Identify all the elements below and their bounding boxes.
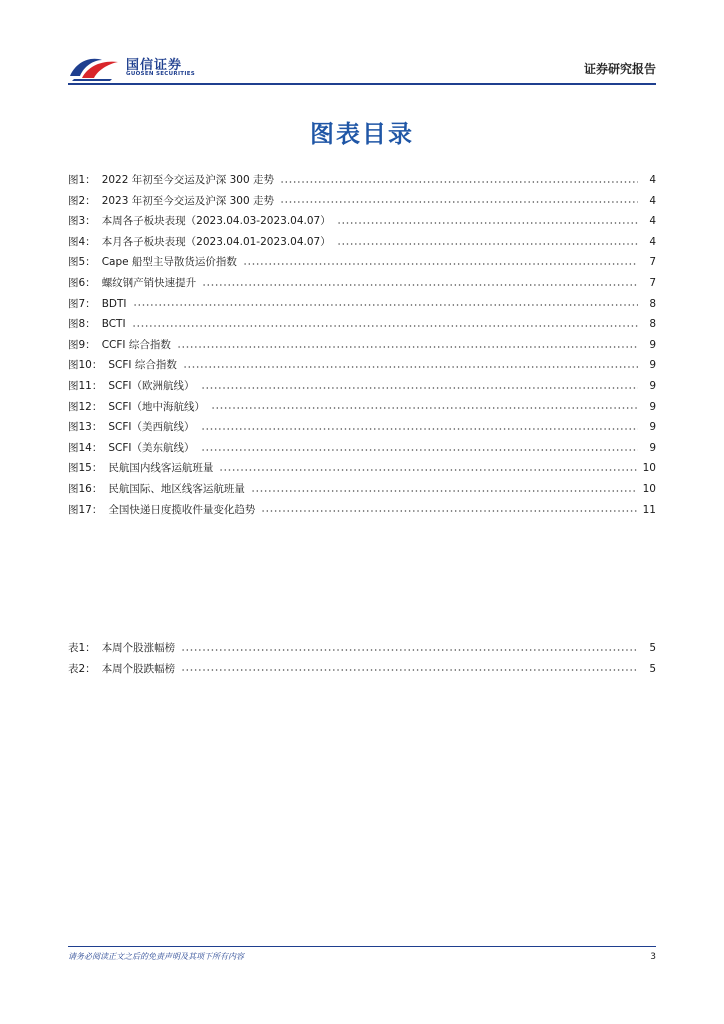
logo-english-name: GUOSEN SECURITIES [126, 71, 196, 77]
entry-number: 图14： [68, 441, 103, 454]
table-list [68, 638, 656, 679]
entry-page-number: 5 [649, 642, 656, 654]
dot-leader [132, 321, 638, 331]
entry-number: 图16： [68, 482, 103, 495]
dot-leader [337, 218, 638, 228]
page-header [68, 50, 656, 86]
entry-label: 本周个股跌幅榜 [101, 662, 176, 675]
entry-label: 本周各子板块表现（2023.04.03-2023.04.07） [101, 215, 331, 228]
toc-table-entry[interactable] [68, 638, 656, 659]
toc-figure-entry[interactable] [68, 191, 656, 212]
entry-page-number: 7 [649, 276, 656, 289]
entry-page-number: 10 [642, 462, 656, 475]
dot-leader [177, 342, 638, 352]
dot-leader [337, 239, 638, 249]
entry-label: BCTI [101, 318, 126, 331]
entry-number: 图15： [68, 462, 103, 475]
page-number: 3 [650, 952, 656, 962]
entry-number: 图3： [68, 215, 96, 228]
entry-label: 民航国内线客运航班量 [108, 462, 214, 475]
entry-number: 图6： [68, 276, 96, 289]
entry-label: BDTI [101, 297, 127, 310]
toc-figure-entry[interactable] [68, 294, 656, 315]
entry-page-number: 9 [649, 379, 656, 392]
toc-figure-entry[interactable] [68, 417, 656, 438]
toc-figure-entry[interactable] [68, 500, 656, 521]
dot-leader [243, 259, 638, 269]
entry-page-number: 9 [649, 400, 656, 413]
toc-title: 图表目录 [310, 120, 414, 148]
dot-leader [133, 300, 639, 310]
dot-leader [211, 403, 638, 413]
entry-number: 图2： [68, 194, 96, 207]
entry-label: SCFI 综合指数 [108, 359, 177, 372]
entry-page-number: 8 [649, 297, 656, 310]
entry-number: 图7： [68, 297, 96, 310]
header-divider [68, 83, 656, 85]
entry-page-number: 9 [649, 421, 656, 434]
toc-figure-entry[interactable] [68, 314, 656, 335]
entry-number: 图10： [68, 359, 103, 372]
footer-divider [68, 946, 656, 947]
figure-list [68, 170, 656, 520]
entry-label: 本周个股涨幅榜 [101, 642, 176, 654]
entry-label: 2023 年初至今交运及沪深 300 走势 [101, 194, 274, 207]
entry-page-number: 9 [649, 441, 656, 454]
entry-label: SCFI（欧洲航线） [108, 379, 195, 392]
dot-leader [261, 506, 636, 516]
entry-label: SCFI（地中海航线） [108, 400, 206, 413]
toc-figure-entry[interactable] [68, 335, 656, 356]
toc-figure-entry[interactable] [68, 397, 656, 418]
entry-label: 螺纹钢产销快速提升 [101, 276, 197, 289]
entry-page-number: 11 [642, 503, 656, 516]
dot-leader [181, 645, 638, 655]
entry-label: SCFI（美东航线） [108, 441, 195, 454]
entry-number: 图17： [68, 503, 103, 516]
dot-leader [202, 280, 638, 290]
entry-page-number: 4 [649, 174, 656, 186]
entry-label: 本月各子板块表现（2023.04.01-2023.04.07） [101, 235, 331, 248]
entry-label: CCFI 综合指数 [101, 338, 171, 351]
dot-leader [181, 665, 638, 675]
dot-leader [201, 424, 638, 434]
entry-label: SCFI（美西航线） [108, 421, 195, 434]
dot-leader [280, 197, 638, 207]
dot-leader [201, 445, 638, 455]
entry-page-number: 9 [649, 359, 656, 372]
entry-number: 图12： [68, 400, 103, 413]
entry-label: 民航国际、地区线客运航班量 [108, 482, 245, 495]
entry-page-number: 5 [649, 662, 656, 675]
toc-figure-entry[interactable] [68, 232, 656, 253]
toc-figure-entry[interactable] [68, 252, 656, 273]
entry-number: 图5： [68, 256, 96, 269]
document-type-label: 证券研究报告 [583, 62, 656, 76]
toc-figure-entry[interactable] [68, 458, 656, 479]
entry-page-number: 9 [649, 338, 656, 351]
toc-figure-entry[interactable] [68, 170, 656, 191]
dot-leader [219, 465, 636, 475]
toc-figure-entry[interactable] [68, 355, 656, 376]
toc-table-entry[interactable] [68, 659, 656, 680]
guosen-logo-icon [68, 52, 122, 82]
entry-page-number: 4 [649, 235, 656, 248]
entry-label: 2022 年初至今交运及沪深 300 走势 [101, 174, 274, 186]
entry-number: 图9： [68, 338, 96, 351]
logo-chinese-name: 国信证券 [126, 58, 183, 73]
toc-figure-entry[interactable] [68, 273, 656, 294]
entry-page-number: 4 [649, 215, 656, 228]
entry-page-number: 8 [649, 318, 656, 331]
toc-figure-entry[interactable] [68, 376, 656, 397]
entry-number: 图8： [68, 318, 96, 331]
toc-figure-entry[interactable] [68, 438, 656, 459]
entry-number: 图1： [68, 174, 96, 186]
entry-number: 图4： [68, 235, 96, 248]
entry-label: Cape 船型主导散货运价指数 [101, 256, 237, 269]
toc-figure-entry[interactable] [68, 479, 656, 500]
entry-number: 图13： [68, 421, 103, 434]
footer-disclaimer[interactable]: 请务必阅读正文之后的免责声明及其项下所有内容 [68, 952, 244, 961]
dot-leader [280, 177, 638, 187]
entry-page-number: 7 [649, 256, 656, 269]
dot-leader [201, 383, 638, 393]
entry-number: 表1： [68, 642, 96, 654]
toc-figure-entry[interactable] [68, 211, 656, 232]
entry-page-number: 4 [649, 194, 656, 207]
entry-page-number: 10 [642, 482, 656, 495]
entry-number: 表2： [68, 662, 96, 675]
entry-number: 图11： [68, 379, 103, 392]
dot-leader [183, 362, 638, 372]
dot-leader [251, 486, 637, 496]
entry-label: 全国快递日度揽收件量变化趋势 [108, 503, 256, 516]
